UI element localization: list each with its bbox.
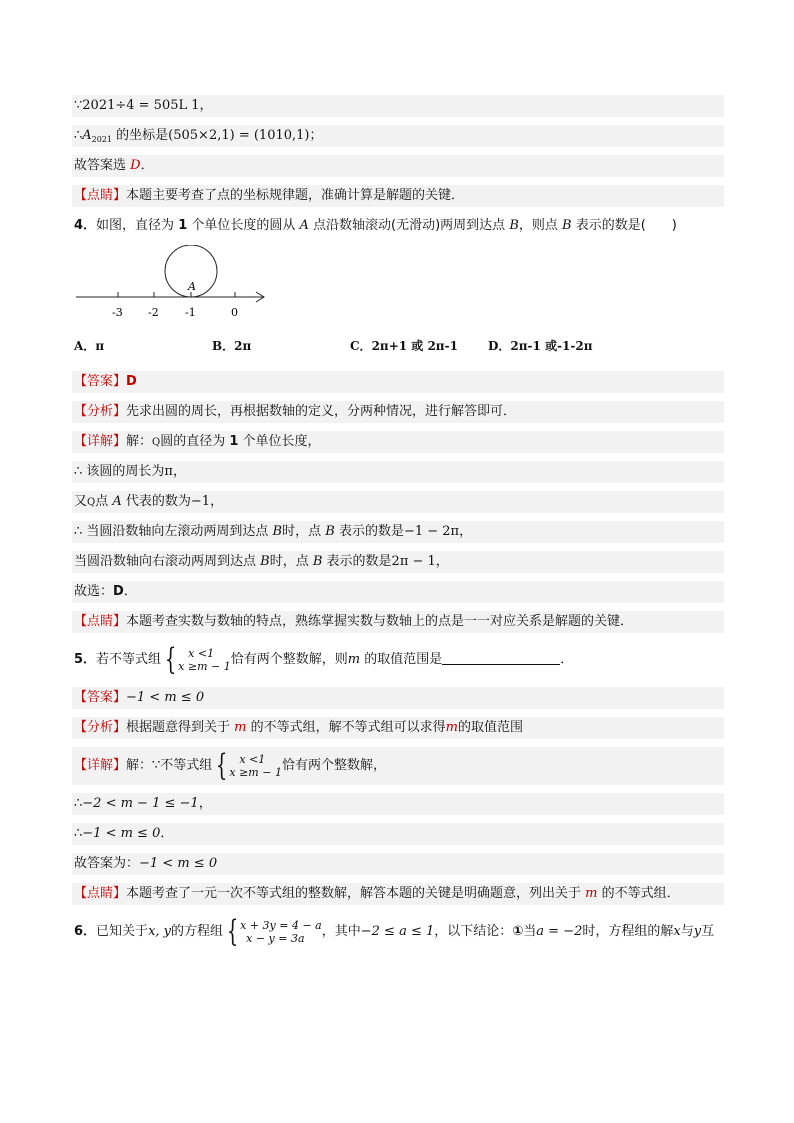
stem-text: 时，方程组的解	[582, 924, 674, 939]
option-key: B．	[212, 339, 235, 353]
number-line-figure	[72, 245, 724, 325]
division-step: ∵2021÷4 = 505L 1，	[74, 98, 213, 113]
stem-text: 已知关于	[96, 924, 149, 939]
answer-tag: 【答案】	[74, 690, 127, 705]
q5-answer-line	[72, 687, 724, 709]
analysis-tag: 【分析】	[74, 720, 127, 735]
tick-label: -1	[185, 306, 196, 319]
stem-text: 若不等式组	[96, 652, 162, 667]
punct: ；	[309, 128, 323, 143]
inequality-system	[212, 747, 282, 783]
q4-key-point	[72, 611, 724, 633]
question-number: 5．	[74, 652, 97, 667]
point-subscript: 2021	[91, 135, 113, 144]
variable-m: m	[347, 652, 361, 667]
variable-m: m	[234, 720, 247, 735]
stem-text: ，则点	[518, 218, 563, 233]
solution-line-2	[72, 125, 724, 147]
stem-text: ，以下结论：	[434, 924, 513, 939]
system-row-2: x ≥m − 1	[178, 659, 231, 673]
system-row-1: x <1	[188, 646, 215, 660]
analysis-text: 的不等式组，解不等式组可以求得	[246, 720, 446, 735]
step-math: 2π − 1	[391, 554, 436, 569]
point-label: B	[260, 554, 270, 569]
key-point-tag: 【点睛】	[74, 886, 127, 901]
answer-value: D	[126, 374, 137, 389]
step-text: 表示的数是	[334, 524, 404, 539]
tick-label: 0	[231, 306, 238, 319]
punct: ．	[140, 158, 154, 173]
punct: ，	[198, 796, 212, 811]
q4-step-1	[72, 461, 724, 483]
analysis-tag: 【分析】	[74, 404, 127, 419]
number-line-svg	[72, 245, 272, 325]
coord-text: 的坐标是	[112, 128, 169, 143]
answer-value: −1 < m ≤ 0	[126, 690, 205, 705]
brace-symbol: {	[164, 641, 177, 677]
detail-text: 解：∵不等式组	[126, 758, 213, 773]
system-row-1: x + 3y = 4 − a	[240, 918, 322, 932]
q4-step-2	[72, 491, 724, 513]
key-point-text: 的不等式组．	[597, 886, 680, 901]
question-5-stem	[72, 641, 724, 679]
answer-blank[interactable]	[442, 650, 560, 665]
q4-analysis-line	[72, 401, 724, 423]
equation-system	[223, 913, 322, 949]
punct: ，	[435, 554, 449, 569]
key-point-text: 本题主要考查了点的坐标规律题，准确计算是解题的关键．	[126, 188, 465, 203]
step-text: 点	[95, 494, 113, 509]
step-math: −1 < m ≤ 0	[139, 856, 218, 871]
answer-tag: 【答案】	[74, 374, 127, 389]
key-point-line	[72, 185, 724, 207]
option-d[interactable]	[488, 335, 638, 357]
inequality-system	[161, 641, 231, 677]
key-point-tag: 【点睛】	[74, 614, 127, 629]
circle-point-label: A	[188, 280, 196, 293]
stem-text: 互	[701, 924, 715, 939]
option-text: 2π	[234, 339, 252, 353]
range-math: −2 ≤ a ≤ 1	[360, 924, 435, 939]
q4-step-3	[72, 521, 724, 543]
step-text: ∴ 该圆的周长为	[74, 464, 165, 479]
document-page	[72, 95, 724, 959]
option-key: D．	[488, 339, 511, 353]
stem-text: 点沿数轴滚动(无滑动)两周到达点	[308, 218, 510, 233]
variable-y: y	[693, 924, 702, 939]
point-label: B	[272, 524, 283, 539]
point-label: A	[112, 494, 122, 509]
because-symbol: Q	[87, 497, 96, 508]
q5-detail-line	[72, 747, 724, 785]
step-math: π	[164, 464, 173, 479]
punct: ．	[560, 652, 574, 667]
step-math: −1 < m ≤ 0	[82, 826, 161, 841]
step-text: 时，点	[282, 524, 326, 539]
answer-letter: D	[130, 158, 141, 173]
option-text: 2π-1 或-1-2π	[510, 339, 593, 353]
system-rows	[240, 919, 322, 945]
point-label: B	[325, 524, 335, 539]
condition-math: a = −2	[536, 924, 583, 939]
system-row-2: x − y = 3a	[246, 931, 305, 945]
therefore-symbol: ∴	[74, 128, 83, 143]
system-row-1: x <1	[239, 752, 266, 766]
analysis-text: 先求出圆的周长，再根据数轴的定义，分两种情况，进行解答即可．	[126, 404, 517, 419]
solution-line-3	[72, 155, 724, 177]
punct: ，	[210, 494, 224, 509]
step-text: 故答案为：	[74, 856, 140, 871]
step-text: 时，点	[269, 554, 313, 569]
question-4-stem	[72, 215, 724, 237]
detail-text: 解：	[126, 434, 153, 449]
stem-text: 与	[680, 924, 694, 939]
punct: ．	[160, 826, 174, 841]
point-label: A	[299, 218, 309, 233]
q4-step-4	[72, 551, 724, 573]
point-label: B	[562, 218, 572, 233]
q5-step-2	[72, 823, 724, 845]
question-number: 6．	[74, 924, 97, 939]
detail-tag: 【详解】	[74, 434, 127, 449]
detail-text: 恰有两个整数解，	[281, 758, 386, 773]
q5-step-1	[72, 793, 724, 815]
stem-text: )	[671, 218, 677, 233]
system-rows	[229, 753, 282, 779]
stem-text: 如图，直径为	[96, 218, 179, 233]
step-text: ∴ 当圆沿数轴向左滚动两周到达点	[74, 524, 273, 539]
tick-label: -2	[148, 306, 159, 319]
stem-text: 的方程组	[171, 924, 224, 939]
stem-text: ，其中	[321, 924, 361, 939]
stem-text: 当	[523, 924, 537, 939]
answer-prefix: 故答案选	[74, 158, 131, 173]
option-b[interactable]	[212, 335, 350, 357]
step-text: 当圆沿数轴向右滚动两周到达点	[74, 554, 261, 569]
option-key: C．	[350, 339, 372, 353]
key-point-text: 本题考查了一元一次不等式组的整数解，解答本题的关键是明确题意，列出关于	[126, 886, 586, 901]
analysis-text: 的取值范围	[457, 720, 523, 735]
option-text: 2π+1 或 2π-1	[371, 339, 458, 353]
brace-symbol: {	[216, 747, 228, 783]
step-text: 代表的数为	[121, 494, 191, 509]
q5-key-point	[72, 883, 724, 905]
stem-text: 的取值范围是	[360, 652, 443, 667]
coord-value: (505×2,1) = (1010,1)	[168, 128, 310, 143]
step-math: −2 < m − 1 ≤ −1	[82, 796, 199, 811]
detail-number: 1	[229, 434, 239, 449]
variable-x: x	[673, 924, 681, 939]
point-A-label: A	[82, 128, 92, 143]
answer-letter: D	[113, 584, 124, 599]
question-number: 4．	[74, 218, 97, 233]
q4-answer-line	[72, 371, 724, 393]
q4-detail-line	[72, 431, 724, 453]
detail-tag: 【详解】	[74, 758, 127, 773]
option-c[interactable]	[350, 335, 488, 357]
question-6-stem	[72, 913, 724, 951]
stem-number: 1	[178, 218, 188, 233]
stem-text: 个单位长度的圆从	[187, 218, 300, 233]
detail-text: 圆的直径为	[160, 434, 230, 449]
tick-label: -3	[112, 306, 123, 319]
detail-text: 个单位长度，	[238, 434, 321, 449]
punct: ．	[123, 584, 137, 599]
stem-text: 恰有两个整数解，则	[230, 652, 348, 667]
step-math: −1 − 2π	[403, 524, 460, 539]
analysis-text: 根据题意得到关于	[126, 720, 235, 735]
point-label: B	[312, 554, 323, 569]
system-rows	[178, 647, 231, 673]
system-row-2: x ≥m − 1	[229, 765, 282, 779]
q5-analysis-line	[72, 717, 724, 739]
punct: ，	[459, 524, 473, 539]
option-text: π	[95, 339, 105, 353]
solution-line-1	[72, 95, 724, 117]
stem-text: 表示的数是(	[571, 218, 646, 233]
variable-m: m	[445, 720, 458, 735]
step-text: 表示的数是	[322, 554, 392, 569]
key-point-tag: 【点睛】	[74, 188, 127, 203]
variable-m: m	[585, 886, 598, 901]
point-label: B	[509, 218, 519, 233]
option-key: A．	[74, 339, 96, 353]
step-text: 又	[74, 494, 88, 509]
q4-step-5	[72, 581, 724, 603]
key-point-text: 本题考查实数与数轴的特点，熟练掌握实数与数轴上的点是一一对应关系是解题的关键．	[126, 614, 634, 629]
punct: ，	[172, 464, 186, 479]
step-text: 故选：	[74, 584, 114, 599]
variables-xy: x, y	[148, 924, 172, 939]
step-math: −1	[190, 494, 211, 509]
circled-number: ①	[512, 924, 524, 939]
brace-symbol: {	[226, 913, 239, 949]
because-symbol: Q	[152, 437, 161, 448]
option-a[interactable]	[74, 335, 212, 357]
question-4-options	[72, 335, 724, 357]
q5-step-3	[72, 853, 724, 875]
therefore-symbol: ∴	[74, 826, 83, 841]
therefore-symbol: ∴	[74, 796, 83, 811]
